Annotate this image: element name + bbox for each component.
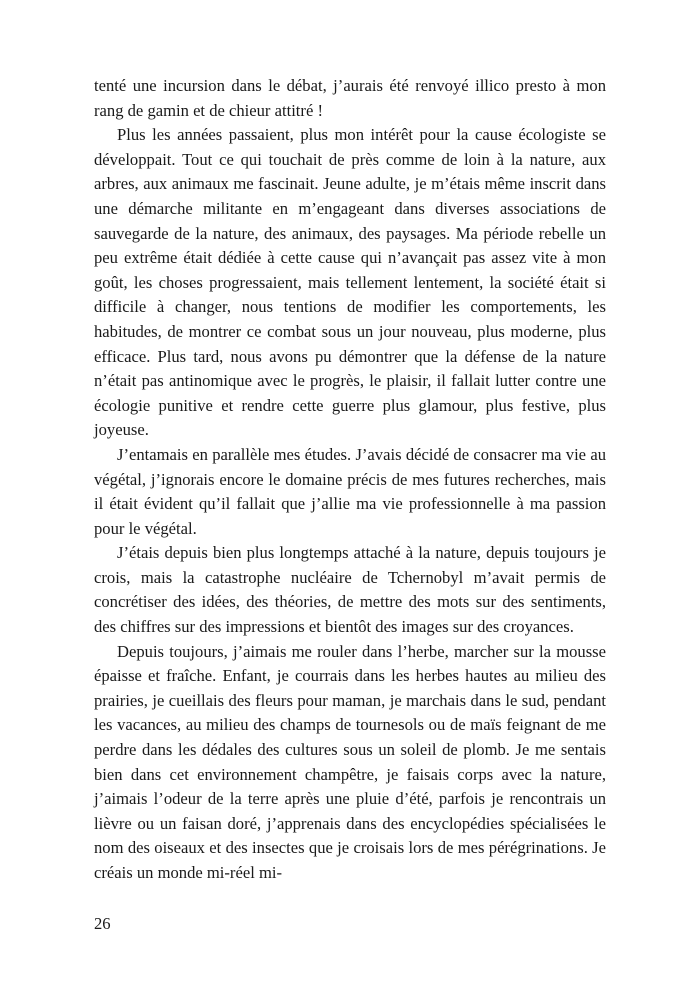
paragraph: J’entamais en parallèle mes études. J’avais décidé de consacrer ma vie au végétal, j’ignorais encore le domaine précis de mes futures recherches, mais il était évident qu’il fallait que j’allie ma vie professionnelle à ma passion pour le végétal. xyxy=(94,444,606,538)
paragraph-continuation: tenté une incursion dans le débat, j’aurais été renvoyé illico presto à mon rang de gamin et de chieur attitré ! xyxy=(94,76,606,120)
paragraph: Depuis toujours, j’aimais me rouler dans l’herbe, marcher sur la mousse épaisse et fraîche. Enfant, je courrais dans les herbes hautes au milieu des prairies, je cueillais des fleurs pour maman, je marchais dans le sud, pendant les vacances, au milieu des champs de tournesols ou de maïs feignant de me perdre dans les dédales des cultures sous un soleil de plomb. Je me sentais bien dans cet environnement champêtre, je faisais corps avec la nature, j’aimais l’odeur de la terre après une pluie d’été, parfois je rencontrais un lièvre ou un faisan doré, j’apprenais dans des encyclopédies spécialisées le nom des oiseaux et des insectes que je croisais lors de mes pérégrinations. Je créais un monde mi-réel mi- xyxy=(94,641,606,882)
paragraph: Plus les années passaient, plus mon intérêt pour la cause écologiste se développait. Tout ce qui touchait de près comme de loin à la nature, aux arbres, aux animaux me fascinait. Jeune adulte, je m’étais même inscrit dans une démarche militante en m’engageant dans diverses associations de sauvegarde de la nature, des animaux, des paysages. Ma période rebelle un peu extrême était dédiée à cette cause qui n’avançait pas assez vite à mon goût, les choses progressaient, mais tellement lentement, la société était si difficile à changer, nous tentions de modifier les comportements, les habitudes, de montrer ce combat sous un jour nouveau, plus moderne, plus efficace. Plus tard, nous avons pu démontrer que la défense de la nature n’était pas antinomique avec le progrès, le plaisir, il fallait lutter contre une écologie punitive et rendre cette guerre plus glamour, plus festive, plus joyeuse. xyxy=(94,125,606,440)
body-text xyxy=(94,74,606,886)
paragraph: J’étais depuis bien plus longtemps attaché à la nature, depuis toujours je crois, mais la catastrophe nucléaire de Tchernobyl m’avait permis de concrétiser des idées, des théories, de mettre des mots sur des sentiments, des chiffres sur des impressions et bientôt des images sur des croyances. xyxy=(94,543,606,637)
page-number: 26 xyxy=(94,914,111,933)
